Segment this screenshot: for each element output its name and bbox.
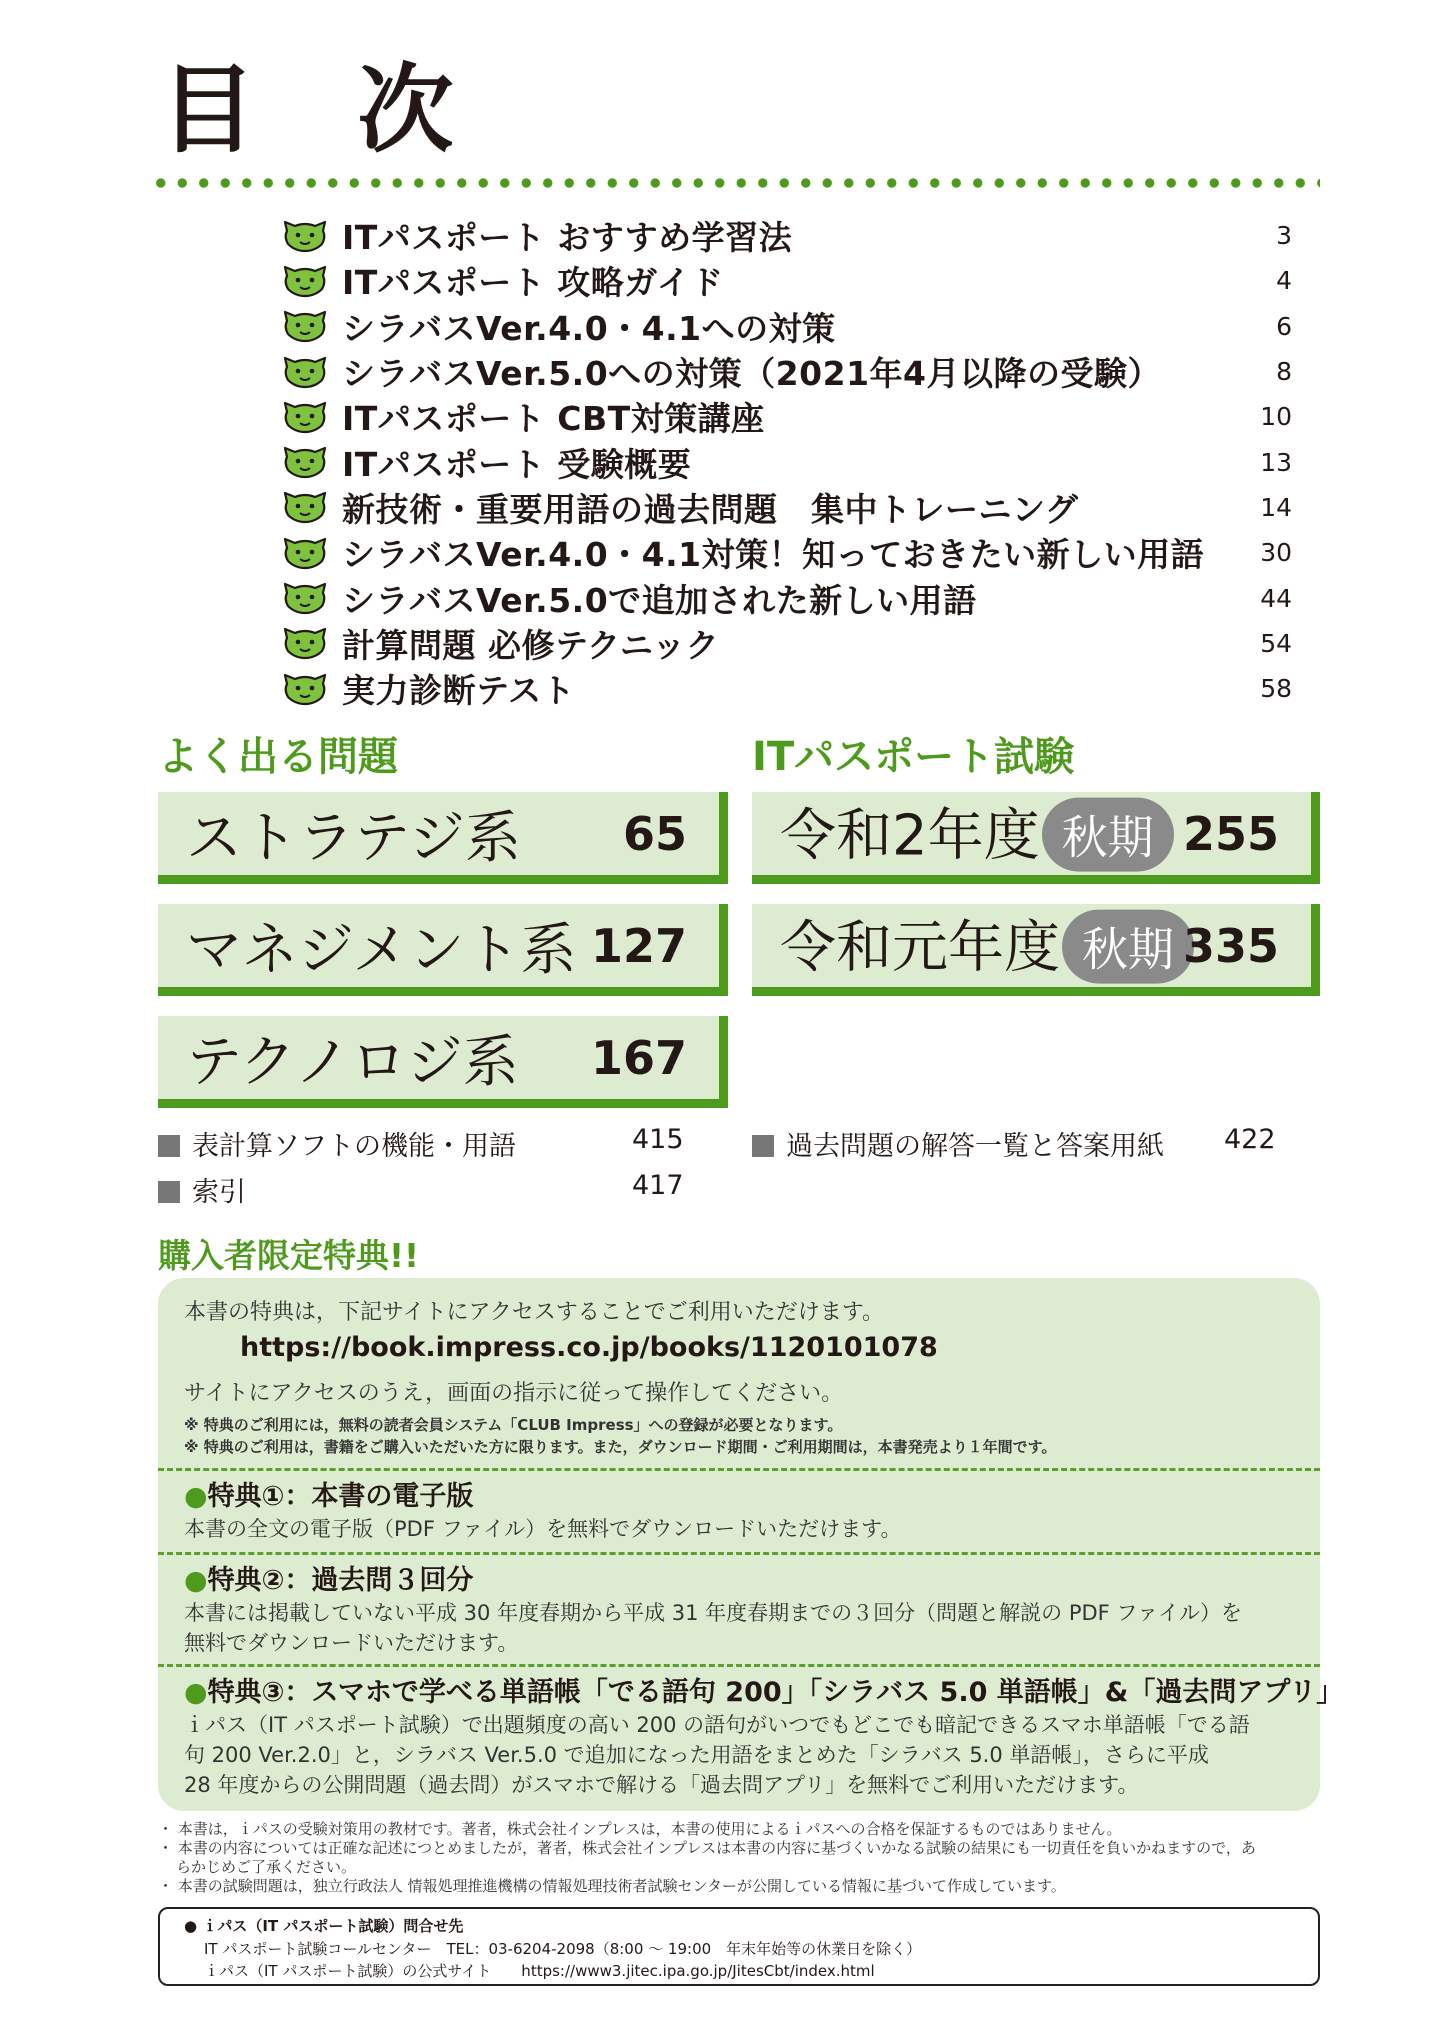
exam-page: 255: [1182, 806, 1279, 861]
exam-page: 335: [1182, 918, 1279, 973]
toc-page: 8: [1276, 357, 1292, 387]
toc-row[interactable]: [282, 258, 1292, 303]
category-page: 167: [590, 1030, 687, 1085]
bear-face-icon: [282, 626, 328, 660]
it-passport-exam-heading: ITパスポート試験: [752, 734, 1075, 780]
category-box-strategy[interactable]: [158, 792, 728, 884]
contact-phone: IT パスポート試験コールセンター TEL：03-6204-2098（8:00 ～ 19:00 年末年始等の休業日を除く）: [204, 1940, 922, 1958]
category-label: マネジメント系: [186, 917, 577, 983]
bear-face-icon: [282, 219, 328, 253]
page-title: 目 次: [160, 54, 488, 166]
square-bullet-icon: [158, 1181, 180, 1203]
contact-box: [158, 1907, 1320, 1986]
dashed-divider: [158, 1664, 1320, 1667]
footnote: ・ 本書の内容については正確な記述につとめましたが，著者，株式会社インプレスは本書の内容に基づくいかなる試験の結果にも一切責任を負いかねますので，あ: [158, 1839, 1256, 1857]
perk-3-body-line: 句 200 Ver.2.0」と，シラバス Ver.5.0 で追加になった用語をまとめた「シラバス 5.0 単語帳」，さらに平成: [184, 1743, 1209, 1767]
toc-row[interactable]: [282, 349, 1292, 394]
toc-row[interactable]: [282, 485, 1292, 530]
toc-label: 新技術・重要用語の過去問題 集中トレーニング: [342, 489, 1079, 529]
toc-label: ITパスポート おすすめ学習法: [342, 218, 793, 258]
toc-page: 10: [1260, 402, 1292, 432]
exam-label: [780, 791, 1174, 876]
toc-page: 30: [1260, 538, 1292, 568]
toc-row[interactable]: [282, 394, 1292, 439]
dashed-divider: [158, 1468, 1320, 1471]
toc-page: 6: [1276, 311, 1292, 341]
toc-row[interactable]: [282, 666, 1292, 711]
bullet-dot-icon: ●: [184, 1677, 208, 1708]
bonus-heading: 購入者限定特典!!: [158, 1236, 420, 1275]
category-box-technology[interactable]: [158, 1016, 728, 1108]
bonus-panel: [158, 1278, 1344, 1811]
misc-entry-answers[interactable]: [752, 1124, 1164, 1163]
toc-page: 44: [1260, 583, 1292, 613]
toc-label: 実力診断テスト: [342, 671, 576, 711]
bear-face-icon: [282, 400, 328, 434]
category-page: 65: [622, 806, 687, 861]
misc-page: 422: [1224, 1124, 1276, 1155]
bear-face-icon: [282, 672, 328, 706]
bear-face-icon: [282, 355, 328, 389]
category-label: ストラテジ系: [186, 805, 521, 871]
exam-year: 令和2年度: [780, 803, 1040, 869]
toc-page: 54: [1260, 628, 1292, 658]
toc-label: ITパスポート CBT対策講座: [342, 399, 765, 439]
exam-box-r2-autumn[interactable]: [752, 792, 1320, 884]
exam-year: 令和元年度: [780, 915, 1060, 981]
bullet-dot-icon: ●: [184, 1565, 208, 1596]
misc-label: 索引: [192, 1177, 246, 1208]
toc-page: 14: [1260, 492, 1292, 522]
exam-label: [780, 903, 1194, 988]
misc-page: 417: [632, 1170, 684, 1201]
footnote: ・ 本書の試験問題は，独立行政法人 情報処理推進機構の情報処理技術者試験センターが公開している情報に基づいて作成しています。: [158, 1877, 1066, 1895]
bear-face-icon: [282, 536, 328, 570]
category-label: テクノロジ系: [186, 1029, 519, 1095]
toc-row[interactable]: [282, 621, 1292, 666]
toc-row[interactable]: [282, 439, 1292, 484]
dotted-divider: [150, 177, 1320, 189]
toc-label: シラバスVer.4.0・4.1対策！知っておきたい新しい用語: [342, 535, 1205, 575]
perk-3-title: ●特典③：スマホで学べる単語帳「でる語句 200」「シラバス 5.0 単語帳」&「過去問アプリ」: [184, 1677, 1344, 1708]
bonus-instruction: サイトにアクセスのうえ，画面の指示に従って操作してください。: [184, 1381, 844, 1406]
toc-row[interactable]: [282, 304, 1292, 349]
toc-label: シラバスVer.5.0への対策（2021年4月以降の受験）: [342, 354, 1161, 394]
bear-face-icon: [282, 581, 328, 615]
perk-2-body-line: 本書には掲載していない平成 30 年度春期から平成 31 年度春期までの３回分（問題と解説の PDF ファイル）を: [184, 1601, 1242, 1625]
misc-entry-spreadsheet[interactable]: [158, 1124, 516, 1163]
bonus-intro: 本書の特典は，下記サイトにアクセスすることでご利用いただけます。: [184, 1300, 885, 1325]
footnote-continued: らかじめご了承ください。: [176, 1858, 357, 1876]
misc-page: 415: [632, 1124, 684, 1155]
perk-2-body-line: 無料でダウンロードいただけます。: [184, 1631, 519, 1655]
toc-label: ITパスポート 攻略ガイド: [342, 263, 724, 303]
toc-page: 4: [1276, 266, 1292, 296]
toc-label: シラバスVer.4.0・4.1への対策: [342, 308, 836, 348]
bonus-url-link[interactable]: https://book.impress.co.jp/books/1120101078: [240, 1332, 938, 1363]
misc-label: 過去問題の解答一覧と答案用紙: [786, 1131, 1164, 1162]
bonus-note: ※ 特典のご利用は，書籍をご購入いただいた方に限ります。また，ダウンロード期間・ご利用期間は，本書発売より１年間です。: [184, 1438, 1057, 1456]
toc-page: 3: [1276, 221, 1292, 251]
bear-face-icon: [282, 445, 328, 479]
bear-face-icon: [282, 309, 328, 343]
perk-1-body: 本書の全文の電子版（PDF ファイル）を無料でダウンロードいただけます。: [184, 1517, 902, 1541]
toc-label: シラバスVer.5.0で追加された新しい用語: [342, 580, 977, 620]
perk-2-title: ●特典②：過去問３回分: [184, 1565, 474, 1596]
perk-3-body-line: ｉパス（IT パスポート試験）で出題頻度の高い 200 の語句がいつでもどこでも暗記できるスマホ単語帳「でる語: [184, 1713, 1250, 1737]
exam-box-r1-autumn[interactable]: [752, 904, 1320, 996]
toc-page: 13: [1260, 447, 1292, 477]
toc-row[interactable]: [282, 530, 1292, 575]
toc-label: ITパスポート 受験概要: [342, 444, 692, 484]
table-of-contents: [282, 213, 1292, 711]
toc-row[interactable]: [282, 575, 1292, 620]
contact-website[interactable]: ｉパス（IT パスポート試験）の公式サイト https://www3.jitec.ipa.go.jp/JitesCbt/index.html: [204, 1962, 875, 1980]
category-page: 127: [590, 918, 687, 973]
season-badge: 秋期: [1042, 798, 1174, 872]
category-box-management[interactable]: [158, 904, 728, 996]
perk-3-body-line: 28 年度からの公開問題（過去問）がスマホで解ける「過去問アプリ」を無料でご利用いただけます。: [184, 1773, 1139, 1797]
footnote: ・ 本書は，ｉパスの受験対策用の教材です。著者，株式会社インプレスは，本書の使用によるｉパスへの合格を保証するものではありません。: [158, 1820, 1122, 1838]
toc-page: 58: [1260, 674, 1292, 704]
misc-label: 表計算ソフトの機能・用語: [192, 1131, 516, 1162]
toc-label: 計算問題 必修テクニック: [342, 625, 720, 665]
square-bullet-icon: [752, 1135, 774, 1157]
season-badge: 秋期: [1062, 910, 1194, 984]
bear-face-icon: [282, 264, 328, 298]
frequent-questions-heading: よく出る問題: [158, 734, 398, 780]
square-bullet-icon: [158, 1135, 180, 1157]
contact-title: ● ｉパス（IT パスポート試験）問合せ先: [184, 1917, 464, 1935]
dashed-divider: [158, 1552, 1320, 1555]
bonus-note: ※ 特典のご利用には，無料の読者会員システム「CLUB Impress」への登録が必要となります。: [184, 1416, 843, 1434]
bullet-dot-icon: ●: [184, 1481, 208, 1512]
perk-1-title: ●特典①：本書の電子版: [184, 1481, 474, 1512]
toc-row[interactable]: [282, 213, 1292, 258]
misc-entry-index[interactable]: [158, 1170, 246, 1209]
bear-face-icon: [282, 490, 328, 524]
